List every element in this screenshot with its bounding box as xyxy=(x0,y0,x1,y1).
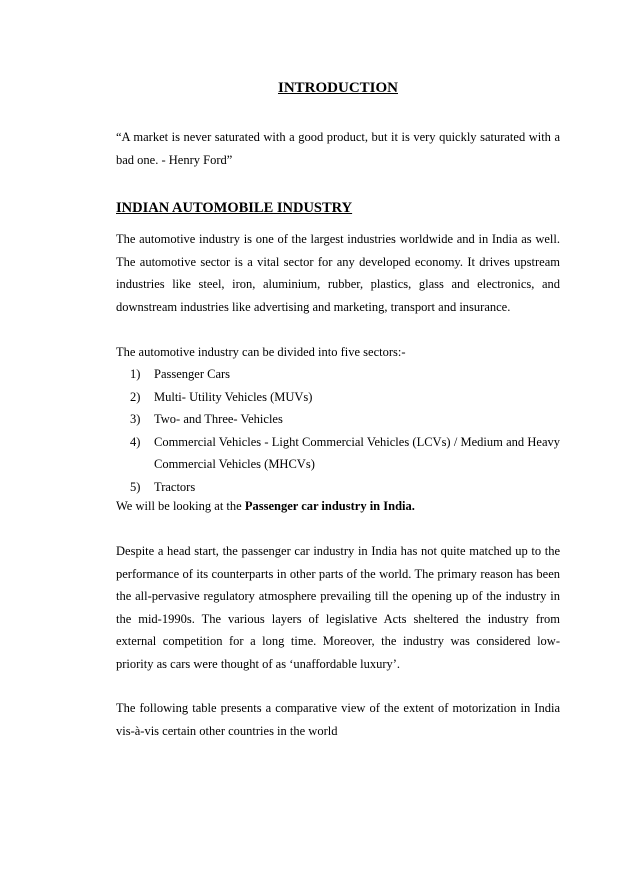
sectors-list xyxy=(116,363,560,498)
head-start-paragraph: Despite a head start, the passenger car industry in India has not quite matched up to the performance of its counterparts in other parts of the world. The primary reason has been the all-pervasive regulatory atmosphere prevailing till the opening up of the industry in the mid-1990s. The various layers of legislative Acts sheltered the industry from external competition for a long time. Moreover, the industry was considered low-priority as cars were thought of as ‘unaffordable luxury’. xyxy=(116,544,560,671)
list-item xyxy=(116,431,560,476)
industry-overview-paragraph: The automotive industry is one of the largest industries worldwide and in India as well. The automotive sector is a vital sector for any developed economy. It drives upstream industries like steel, iron, aluminium, rubber, plastics, glass and electronics, and downstream industries like advertising and marketing, transport and insurance. xyxy=(116,232,560,314)
list-item-label: Commercial Vehicles - Light Commercial Vehicles (LCVs) / Medium and Heavy Commercial Vehicles (MHCVs) xyxy=(154,434,560,471)
list-item xyxy=(116,363,560,386)
page-title: INTRODUCTION xyxy=(277,80,398,96)
list-item-label: Two- and Three- Vehicles xyxy=(154,412,283,426)
list-item-label: Passenger Cars xyxy=(154,367,231,381)
focus-statement xyxy=(116,495,560,518)
list-item-label: Multi- Utility Vehicles (MUVs) xyxy=(154,389,313,404)
sectors-intro-paragraph: The automotive industry can be divided into five sectors:- xyxy=(116,345,406,359)
section-heading: INDIAN AUTOMOBILE INDUSTRY xyxy=(116,200,353,216)
list-item xyxy=(116,408,560,431)
list-item-number: 3) xyxy=(130,412,141,426)
table-intro-paragraph: The following table presents a comparative view of the extent of motorization in India vis-à-vis certain other countries in the world xyxy=(116,701,560,738)
list-item-number: 1) xyxy=(130,367,141,381)
list-item xyxy=(116,386,560,409)
list-item-number: 5) xyxy=(130,479,141,494)
list-item-label: Tractors xyxy=(154,479,196,494)
list-item-number: 4) xyxy=(130,434,141,449)
focus-statement-bold: Passenger car industry in India. xyxy=(244,499,415,513)
list-item-number: 2) xyxy=(130,389,141,404)
focus-statement-prefix: We will be looking at the xyxy=(116,499,245,513)
henry-ford-quote: “A market is never saturated with a good product, but it is very quickly saturated with a bad one. - Henry Ford” xyxy=(116,130,560,167)
